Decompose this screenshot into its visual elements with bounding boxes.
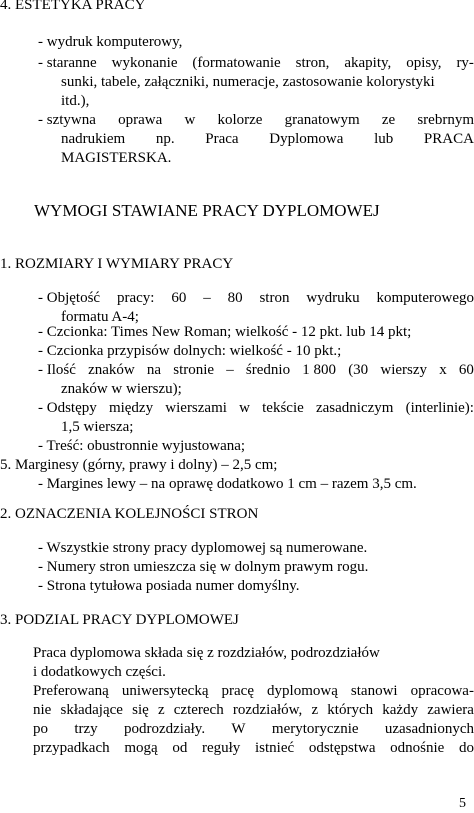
list-item-continuation: nadrukiem np. Praca Dyplomowa lub PRACA bbox=[61, 131, 474, 147]
section-3-heading: 3. PODZIAL PRACY DYPLOMOWEJ bbox=[0, 612, 239, 628]
list-item: - sztywna oprawa w kolorze granatowym ze srebrnym bbox=[38, 112, 474, 128]
list-item: - Ilość znaków na stronie – średnio 1 800 (30 wierszy x 60 bbox=[38, 362, 474, 378]
list-item: - staranne wykonanie (formatowanie stron, akapity, opisy, ry- bbox=[38, 55, 474, 71]
document-title: WYMOGI STAWIANE PRACY DYPLOMOWEJ bbox=[34, 201, 380, 220]
list-item-continuation: itd.), bbox=[61, 93, 90, 109]
list-item: - Treść: obustronnie wyjustowana; bbox=[38, 438, 246, 454]
section-1-heading: 1. ROZMIARY I WYMIARY PRACY bbox=[0, 256, 234, 272]
list-item: 5. Marginesy (górny, prawy i dolny) – 2,5 cm; bbox=[0, 457, 278, 473]
paragraph-line: nie składające się z czterech rozdziałów, z których każdy zawiera bbox=[33, 702, 474, 718]
list-item: - wydruk komputerowy, bbox=[38, 34, 183, 50]
paragraph-line: Preferowaną uniwersytecką pracę dyplomową stanowi opracowa- bbox=[33, 683, 474, 699]
list-item: - Margines lewy – na oprawę dodatkowo 1 cm – razem 3,5 cm. bbox=[38, 476, 417, 492]
list-item: - Numery stron umieszcza się w dolnym prawym rogu. bbox=[38, 559, 369, 575]
paragraph-line: przypadkach mogą od reguły istnieć odstępstwa odnośnie do bbox=[33, 740, 474, 756]
list-item: - Objętość pracy: 60 – 80 stron wydruku komputerowego bbox=[38, 290, 474, 306]
list-item-continuation: znaków w wierszu); bbox=[61, 381, 182, 397]
list-item-continuation: formatu A-4; bbox=[61, 309, 139, 325]
paragraph-line: i dodatkowych części. bbox=[33, 664, 166, 680]
list-item-continuation: MAGISTERSKA. bbox=[61, 150, 172, 166]
section-4-heading: 4. ESTETYKA PRACY bbox=[0, 0, 146, 13]
list-item: - Czcionka: Times New Roman; wielkość - 12 pkt. lub 14 pkt; bbox=[38, 324, 412, 340]
list-item: - Czcionka przypisów dolnych: wielkość - 10 pkt.; bbox=[38, 343, 342, 359]
section-2-heading: 2. OZNACZENIA KOLEJNOŚCI STRON bbox=[0, 506, 259, 522]
paragraph-line: Praca dyplomowa składa się z rozdziałów, podrozdziałów bbox=[33, 645, 380, 661]
paragraph-line: po trzy podrozdziały. W merytorycznie uzasadnionych bbox=[33, 721, 474, 737]
list-item: - Wszystkie strony pracy dyplomowej są numerowane. bbox=[38, 540, 368, 556]
list-item-continuation: sunki, tabele, załączniki, numeracje, zastosowanie kolorystyki bbox=[61, 74, 435, 90]
page-number: 5 bbox=[459, 796, 466, 811]
list-item: - Odstępy między wierszami w tekście zasadniczym (interlinie): bbox=[38, 400, 474, 416]
list-item-continuation: 1,5 wiersza; bbox=[61, 419, 134, 435]
list-item: - Strona tytułowa posiada numer domyślny. bbox=[38, 578, 300, 594]
